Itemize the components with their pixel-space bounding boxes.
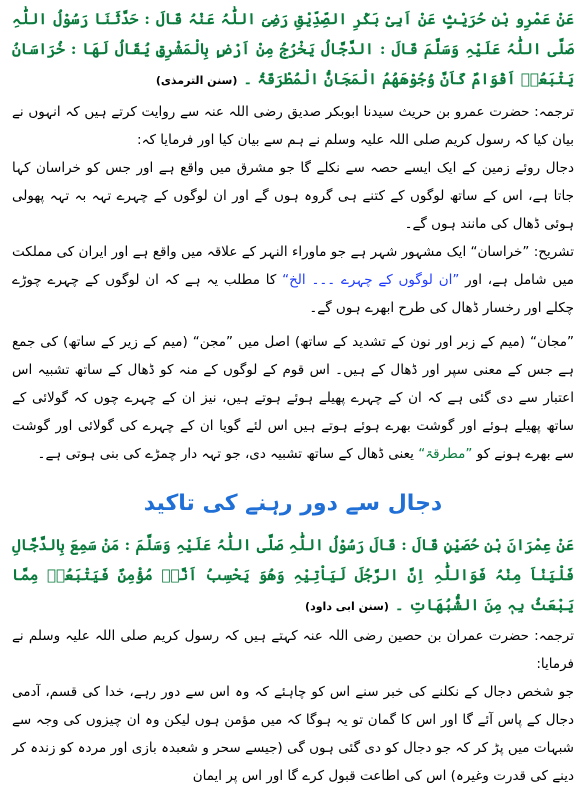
mutraqa-quote: ”مطرقۃ“ [418, 446, 473, 462]
tashreeh-quote: ”ان لوگوں کے چہرے ۔۔۔ الخ“ [282, 272, 460, 288]
section-heading: دجال سے دور رہنے کی تاکید [143, 491, 443, 516]
hadith-1-arabic: عَنْ عَمْرِو بْنِ حُرَيْثٍ عَنْ اَبِیْ بَکْرِ الصِّدِّیْقِ رَضِیَ اللّٰہُ عَنْہُ قَالَ : حَدَّثَنَا رَسُوْلُ اللّٰہِ صَلَّی اللّٰہُ عَلَیْہِ وَسَلَّمَ قَالَ : الدَّجَّالُ یَخْرُجُ مِنْ اَرْضٍ بِالْمَشْرِقِ یُقَالُ لَھَا : خُرَاسَانُ یَتْبَعُہٗ اَقْوَامٌ کَاَنَّ وُجُوْھَھُمُ الْمَجَانُّ الْمُطْرَقَۃُ ۔(سنن الترمذی) [12, 10, 574, 88]
hadith-1-majan-note: ”مجان“ (میم کے زبر اور نون کے تشدید کے ساتھ) اصل میں ”مجن“ (میم کے زیر کے ساتھ) کی جمع ہے جس کے معنی سپر اور ڈھال کے ہیں۔ اس قوم کے لوگوں کے منہ کو ڈھال کے ساتھ تشبیہ اس اعتبار سے دی گئی ہے کہ ان کے چہرے پھیلے ہوئے ہوتے ہیں، نیز ان کے چہرے چوں کہ گولائی کے ساتھ پھیلے ہوئے اور گوشت بھرے ہوئے ہوتے ہیں اس لئے گویا ان کے چہرے کی گولائی اور گوشت سے بھرے ہونے کو ”مطرقۃ“ یعنی ڈھال کے ساتھ تشبیہ دی، جو تہہ دار چمڑے کی بنی ہوتی ہے۔ [12, 334, 574, 462]
hadith-2-body: جو شخص دجال کے نکلنے کی خبر سنے اس کو چاہئے کہ وہ اس سے دور رہے، خدا کی قسم، آدمی دجال کے پاس آئے گا اور اس کا گمان تو یہ ہوگا کہ میں مؤمن ہوں لیکن وہ ان چیزوں کی وجہ سے شبہات میں پڑ کر کہ جو دجال کو دی گئی ہوں گی (جیسے سحر و شعبدہ بازی اور مردہ کو زندہ کر دینے کی قدرت وغیرہ) اس کی اطاعت قبول کرے گا اور اس پر ایمان [12, 684, 574, 784]
hadith-2-source: (سنن ابی داود) [305, 600, 389, 613]
hadith-1-tashreeh: تشریح: ”خراسان“ ایک مشہور شہر ہے جو ماوراء النہر کے علاقہ میں واقع ہے اور ایران کی مملکت میں شامل ہے، اور ”ان لوگوں کے چہرے ۔۔۔ الخ“ کا مطلب یہ ہے کہ ان لوگوں کے چہرے چوڑے چکلے اور رخسار ڈھال کی طرح ابھرے ہوں گے۔ [12, 244, 574, 316]
hadith-2-arabic: عَنْ عِمْرَانَ بْنِ حُصَیْنٍ قَالَ : قَالَ رَسُوْلُ اللّٰہِ صَلَّی اللّٰہُ عَلَیْہِ وَسَلَّمَ : مَنْ سَمِعَ بِالدَّجَّالِ فَلْیَنْاَ مِنْہُ فَوَاللّٰہِ اِنَّ الرَّجُلَ لَیَاْتِیْہِ وَھُوَ یَحْسِبُ اَنَّہٗ مُؤْمِنٌ فَیَتْبَعُہٗ مِمَّا یَبْعَثُ بِہٖ مِنَ الشُّبُھَاتِ ۔(سنن ابی داود) [12, 536, 574, 614]
hadith-2-translation: ترجمہ: حضرت عمران بن حصین رضی اللہ عنہ کہتے ہیں کہ رسول کریم صلی اللہ علیہ وسلم نے فرمایا: [12, 628, 574, 672]
hadith-1-translation: ترجمہ: حضرت عمرو بن حریث سیدنا ابوبکر صدیق رضی اللہ عنہ سے روایت کرتے ہیں کہ انہوں نے بیان کیا کہ رسول کریم صلی اللہ علیہ وسلم نے ہم سے بیان کیا اور فرمایا کہ: [12, 104, 574, 148]
hadith-1-source: (سنن الترمذی) [155, 74, 238, 87]
hadith-1-body: دجال روئے زمین کے ایک ایسے حصہ سے نکلے گا جو مشرق میں واقع ہے اور جس کو خراسان کہا جاتا ہے، اس کے ساتھ لوگوں کے کتنے ہی گروہ ہوں گے اور ان لوگوں کے چہرے تہہ بہ تہہ پھولی ہوئی ڈھال کی مانند ہوں گے۔ [12, 160, 574, 232]
